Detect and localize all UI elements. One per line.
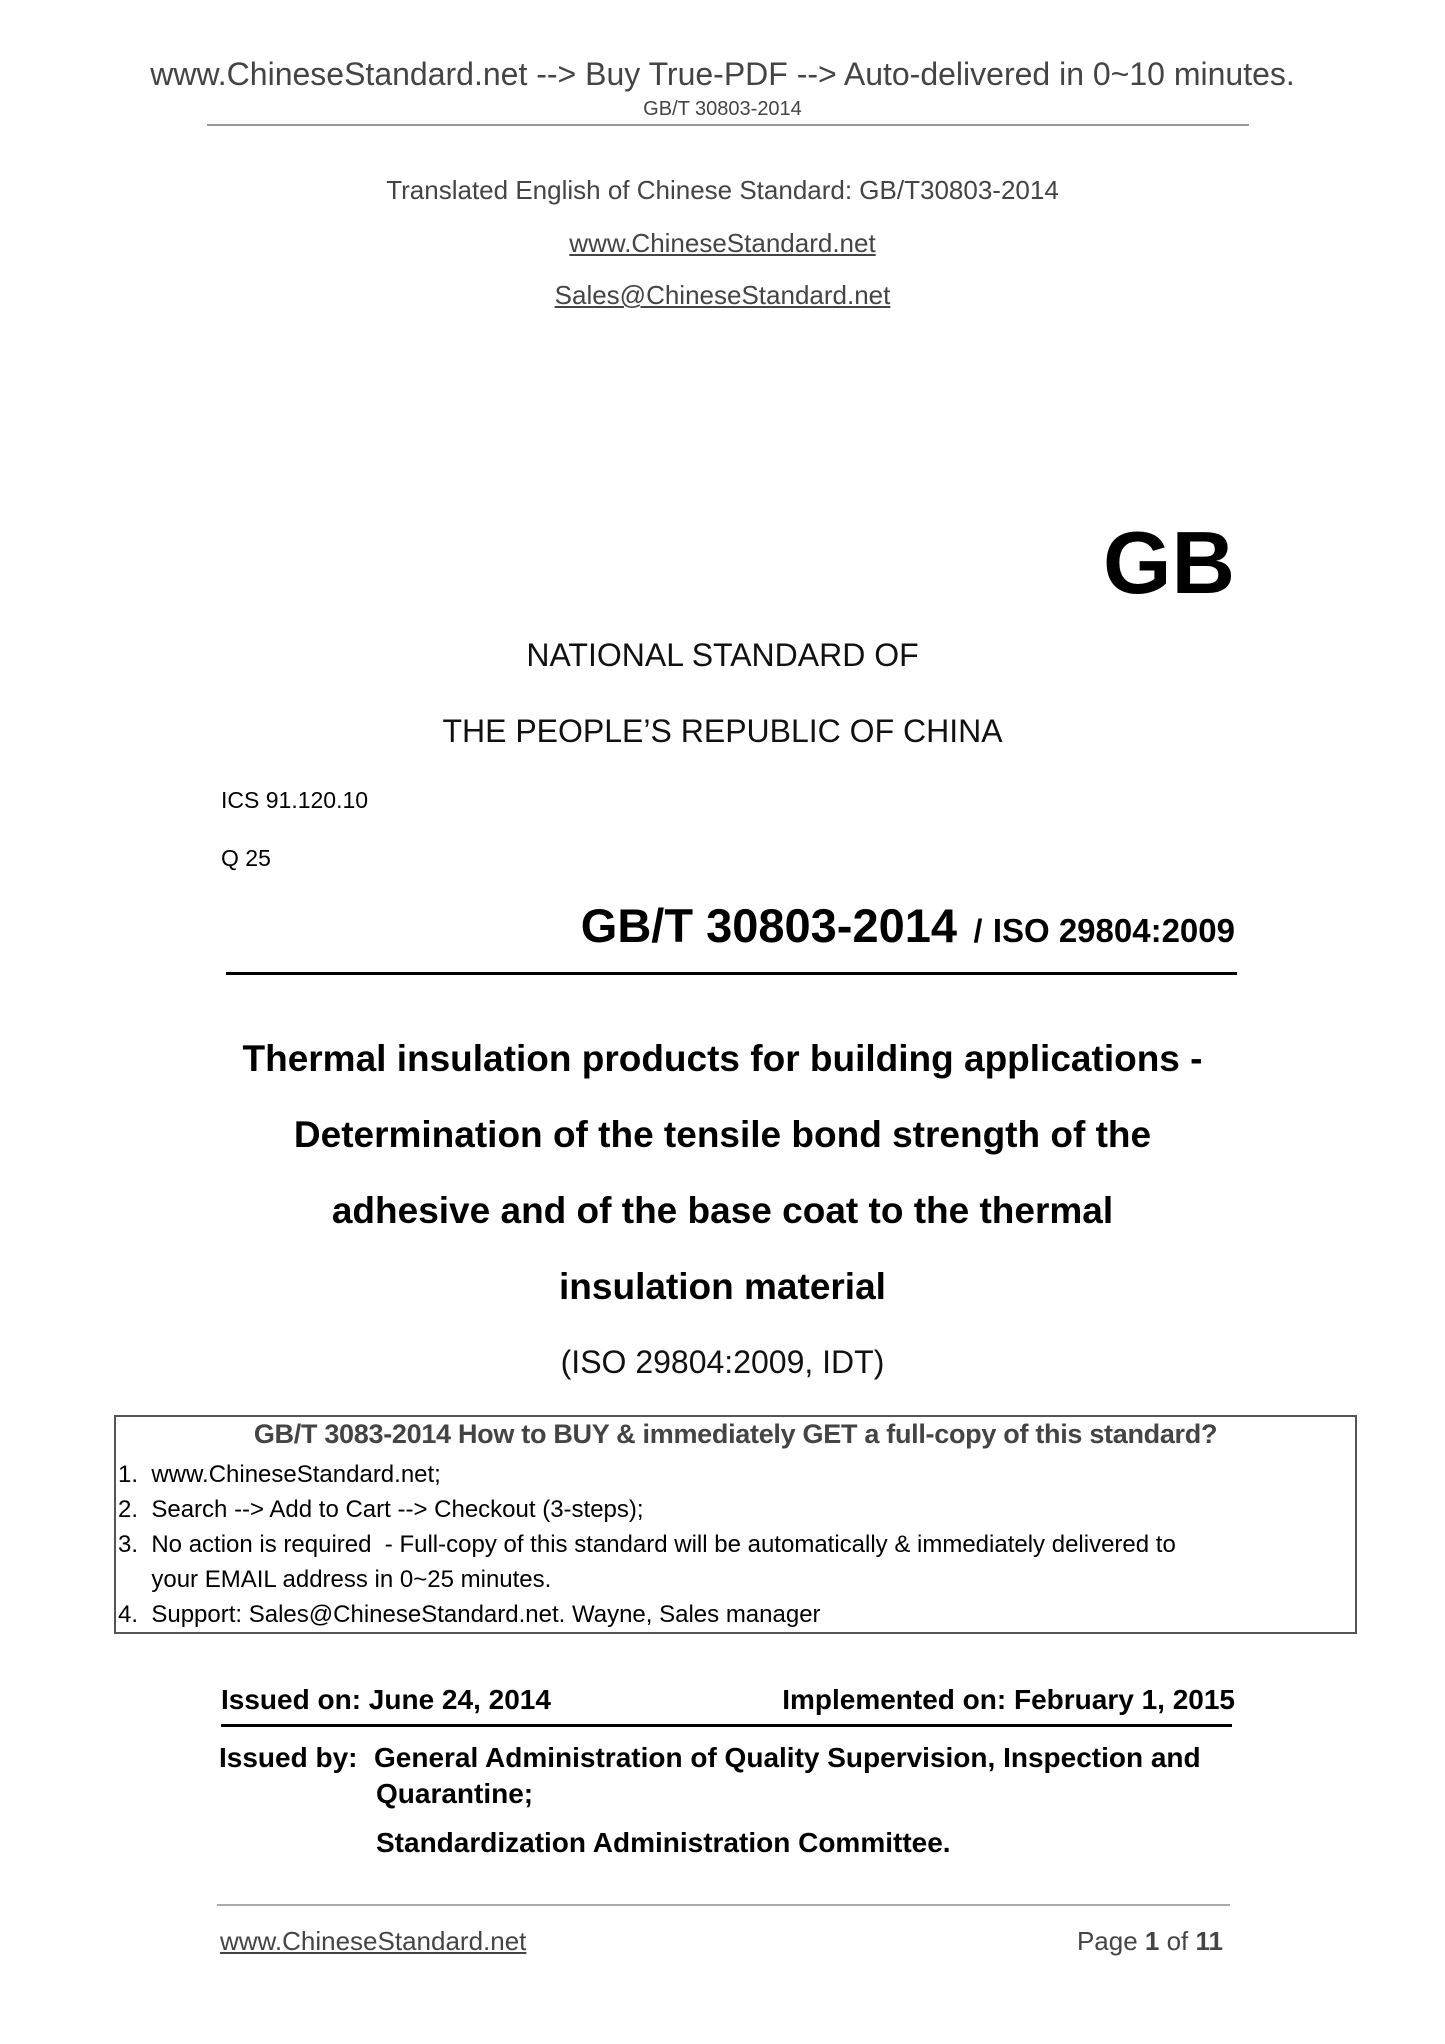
website-link[interactable]: www.ChineseStandard.net — [569, 228, 876, 258]
page-indicator — [1077, 1926, 1223, 1957]
issuer-line-2: Quarantine; — [376, 1778, 534, 1809]
footer-website-link[interactable]: www.ChineseStandard.net — [220, 1926, 527, 1956]
standard-number: GB/T 30803-2014 — [580, 899, 958, 952]
buy-step-4: 4. Support: Sales@ChineseStandard.net. Wayne, Sales manager — [118, 1601, 821, 1628]
title-rule — [226, 972, 1237, 975]
footer-rule — [217, 1904, 1230, 1906]
ics-code: ICS 91.120.10 — [221, 787, 369, 813]
email-link[interactable]: Sales@ChineseStandard.net — [554, 280, 891, 310]
implemented-on: Implemented on: February 1, 2015 — [782, 1684, 1235, 1715]
title-line-4: insulation material — [559, 1266, 886, 1307]
issuer-line-3: Standardization Administration Committee. — [376, 1827, 951, 1858]
page-current: 1 — [1144, 1926, 1160, 1956]
dates-rule — [221, 1724, 1232, 1727]
title-line-1: Thermal insulation products for building applications - — [242, 1038, 1203, 1079]
buy-box-title: GB/T 3083-2014 How to BUY & immediately GET a full-copy of this standard? — [253, 1419, 1218, 1449]
promo-banner: www.ChineseStandard.net --> Buy True-PDF --> Auto-delivered in 0~10 minutes. — [150, 56, 1295, 92]
separator: / — [973, 913, 983, 949]
issued-on: Issued on: June 24, 2014 — [221, 1684, 551, 1715]
buy-box — [114, 1415, 1357, 1634]
issuer-line-1: General Administration of Quality Supervision, Inspection and — [374, 1742, 1201, 1773]
page-total: 11 — [1195, 1926, 1223, 1956]
standard-number-line — [581, 898, 1235, 953]
iso-number: ISO 29804:2009 — [992, 912, 1235, 949]
translated-line: Translated English of Chinese Standard: GB/T30803-2014 — [386, 175, 1059, 205]
buy-step-3-cont: your EMAIL address in 0~25 minutes. — [118, 1566, 552, 1593]
buy-step-3: 3. No action is required - Full-copy of this standard will be automatically & immediately delivered to — [118, 1531, 1176, 1558]
page-of: of — [1159, 1926, 1196, 1956]
ccs-code: Q 25 — [221, 845, 271, 871]
equivalence: (ISO 29804:2009, IDT) — [560, 1344, 885, 1380]
title-line-3: adhesive and of the base coat to the thermal — [331, 1190, 1114, 1231]
buy-step-2: 2. Search --> Add to Cart --> Checkout (3-steps); — [118, 1496, 644, 1523]
header-rule — [207, 124, 1249, 126]
national-standard-line2: THE PEOPLE’S REPUBLIC OF CHINA — [442, 713, 1003, 749]
buy-step-1: 1. www.ChineseStandard.net; — [118, 1461, 441, 1488]
page-prefix: Page — [1076, 1926, 1145, 1956]
gb-mark: GB — [1103, 513, 1235, 612]
national-standard-line1: NATIONAL STANDARD OF — [526, 637, 919, 673]
title-line-2: Determination of the tensile bond strength of the — [293, 1114, 1152, 1155]
running-header: GB/T 30803-2014 — [643, 98, 802, 120]
issued-by-label: Issued by: — [219, 1742, 358, 1773]
